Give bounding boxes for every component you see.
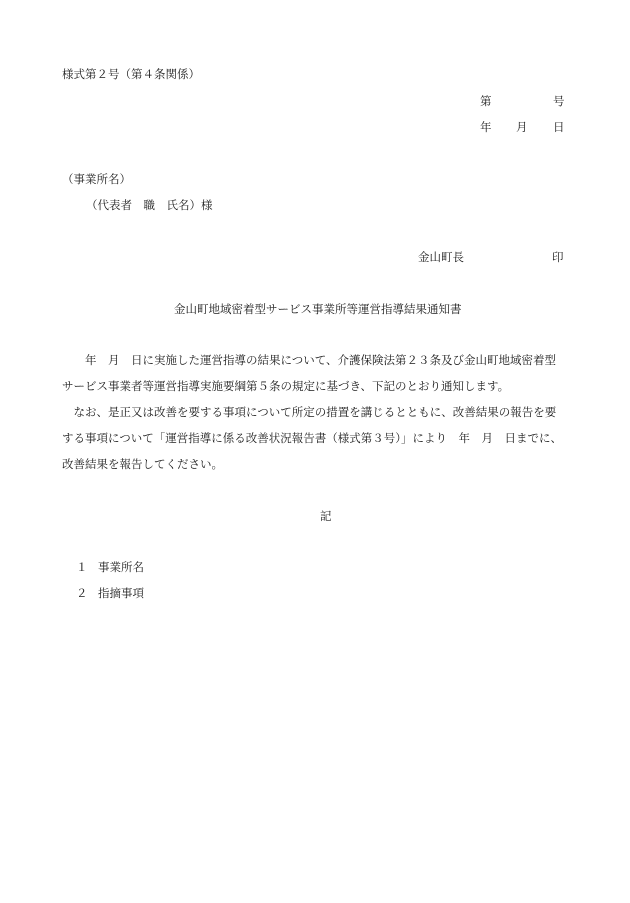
document-title: 金山町地域密着型サービス事業所等運営指導結果通知書 (174, 302, 462, 316)
ki-heading: 記 (320, 509, 332, 523)
date-day: 日 (553, 120, 565, 134)
item-label: 指摘事項 (98, 586, 144, 600)
body-paragraph1-line2: サービス事業者等運営指導実施要綱第５条の規定に基づき、下記のとおり通知します。 (62, 379, 510, 393)
body-paragraph2-line3: 改善結果を報告してください。 (62, 457, 223, 471)
document-number-suffix: 号 (553, 94, 565, 108)
body-paragraph1-line1: 年 月 日に実施した運営指導の結果について、介護保険法第２３条及び金山町地域密着型 (62, 353, 557, 367)
item-number: ２ (76, 586, 88, 600)
sender-title: 金山町長 (418, 250, 464, 264)
form-label: 様式第２号（第４条関係） (62, 67, 200, 81)
item-label: 事業所名 (98, 560, 144, 574)
date-month: 月 (516, 120, 528, 134)
document-number-prefix: 第 (480, 94, 492, 108)
body-paragraph2-line1: なお、是正又は改善を要する事項について所定の措置を講じるとともに、改善結果の報告を要 (62, 405, 557, 419)
item-number: １ (76, 560, 88, 574)
date-year: 年 (480, 120, 492, 134)
seal-mark: 印 (552, 250, 564, 264)
recipient-office-name: （事業所名） (62, 172, 131, 186)
recipient-representative: （代表者 職 氏名）様 (86, 198, 213, 212)
body-paragraph2-line2: する事項について「運営指導に係る改善状況報告書（様式第３号）」により 年 月 日までに、 (62, 431, 563, 445)
